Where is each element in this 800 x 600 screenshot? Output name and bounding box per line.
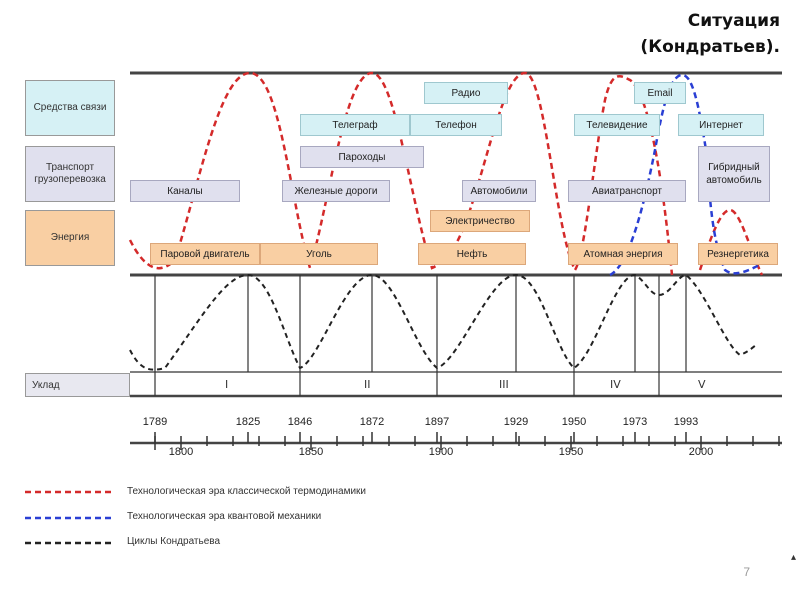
tech-automobiles: Автомобили	[462, 180, 536, 202]
year-1929: 1929	[503, 416, 529, 428]
uklad-4: IV	[610, 378, 621, 391]
year-1993: 1993	[673, 416, 699, 428]
tech-telephone: Телефон	[410, 114, 502, 136]
uklad-1: I	[225, 378, 229, 391]
year-1846: 1846	[287, 416, 313, 428]
tech-steam-engine: Паровой двигатель	[150, 243, 260, 265]
tech-railways: Железные дороги	[282, 180, 390, 202]
uklad-3: III	[499, 378, 509, 391]
tech-coal: Уголь	[260, 243, 378, 265]
legend-red-text: Технологическая эра классической термодинамики	[127, 486, 367, 497]
legend-black-text: Циклы Кондратьева	[127, 536, 221, 547]
tech-electricity: Электричество	[430, 210, 530, 232]
tech-telegraph: Телеграф	[300, 114, 410, 136]
category-uklad: Уклад	[25, 373, 130, 397]
category-transport: Транспорт грузоперевозка	[25, 146, 115, 202]
scale-1950: 1950	[558, 446, 584, 458]
tech-steamships: Пароходы	[300, 146, 424, 168]
year-1897: 1897	[424, 416, 450, 428]
tech-atomic: Атомная энергия	[568, 243, 678, 265]
year-1973: 1973	[622, 416, 648, 428]
tech-internet: Интернет	[678, 114, 764, 136]
tech-oil: Нефть	[418, 243, 526, 265]
scale-2000: 2000	[688, 446, 714, 458]
year-1950: 1950	[561, 416, 587, 428]
slide-title-line2: (Кондратьев).	[640, 37, 780, 57]
slide-title-line1: Ситуация	[687, 11, 780, 31]
tech-hybrid-car: Гибридный автомобиль	[698, 146, 770, 202]
tech-renewable: Резнергетика	[698, 243, 778, 265]
scale-1900: 1900	[428, 446, 454, 458]
scale-1850: 1850	[298, 446, 324, 458]
tech-radio: Радио	[424, 82, 508, 104]
tech-television: Телевидение	[574, 114, 660, 136]
legend-blue-text: Технологическая эра квантовой механики	[127, 511, 322, 522]
tech-aviation: Авиатранспорт	[568, 180, 686, 202]
uklad-5: V	[698, 378, 706, 391]
category-energy: Энергия	[25, 210, 115, 266]
scale-1800: 1800	[168, 446, 194, 458]
year-1872: 1872	[359, 416, 385, 428]
tech-canals: Каналы	[130, 180, 240, 202]
uklad-2: II	[364, 378, 371, 391]
page-number: 7	[743, 565, 750, 579]
year-1825: 1825	[235, 416, 261, 428]
category-communication: Средства связи	[25, 80, 115, 136]
kondratiev-cycles-curve	[130, 275, 756, 370]
svg-text:▴: ▴	[791, 552, 797, 563]
tech-email: Email	[634, 82, 686, 104]
year-1789: 1789	[142, 416, 168, 428]
